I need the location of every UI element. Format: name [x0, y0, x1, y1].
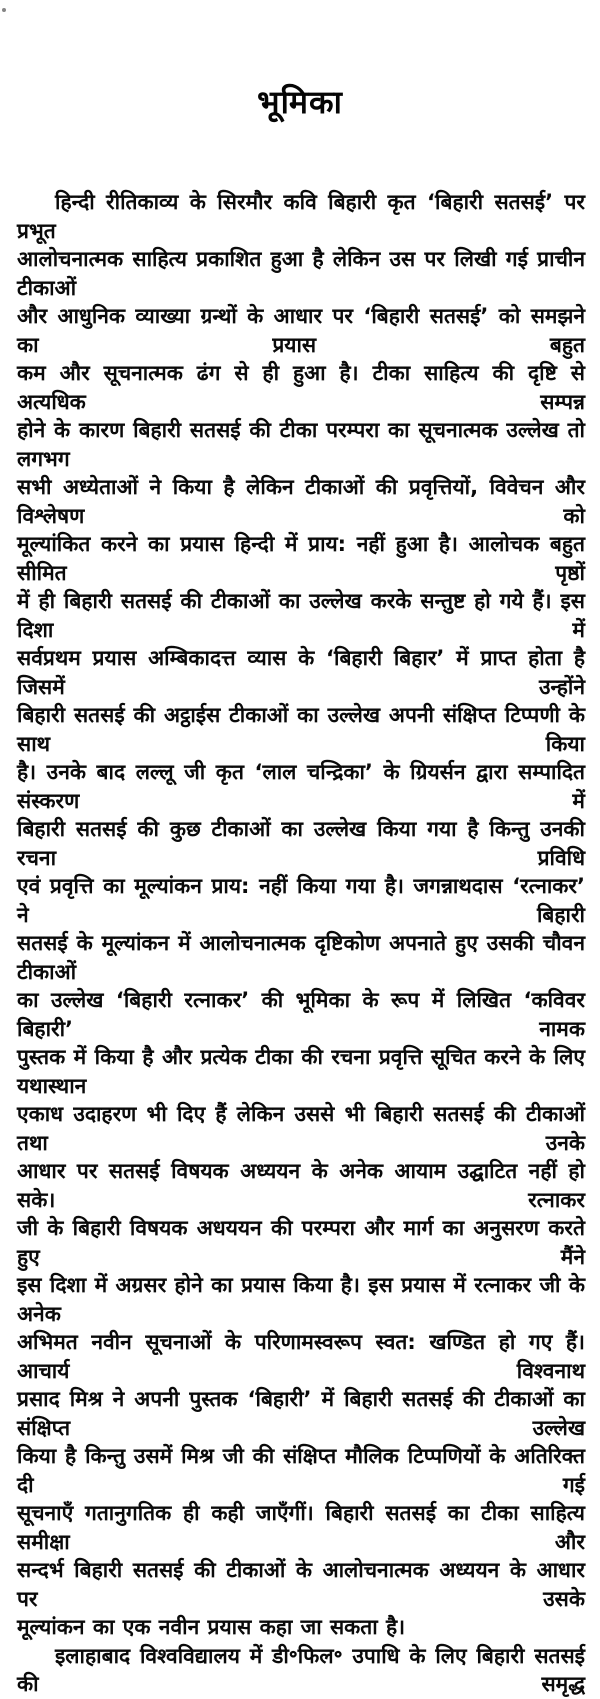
text-line: सन्दर्भ बिहारी सतसई की टीकाओं के आलोचनात्मक अध्ययन के आधार पर उसके — [17, 1558, 585, 1611]
text-line: और आधुनिक व्याख्या ग्रन्थों के आधार पर ‘बिहारी सतसई’ को समझने का प्रयास बहुत — [17, 304, 585, 357]
text-line: होने के कारण बिहारी सतसई की टीका परम्परा का सूचनात्मक उल्लेख तो लगभग — [17, 418, 585, 471]
text-line: एकाध उदाहरण भी दिए हैं लेकिन उससे भी बिहारी सतसई की टीकाओं तथा उनके — [17, 1102, 585, 1155]
text-line: प्रसाद मिश्र ने अपनी पुस्तक ‘बिहारी’ में बिहारी सतसई की टीकाओं का संक्षिप्त उल्लेख — [17, 1387, 585, 1440]
text-line: एवं प्रवृत्ति का मूल्यांकन प्राय: नहीं किया गया है। जगन्नाथदास ‘रत्नाकर’ ने बिहारी — [17, 874, 585, 927]
text-line: हिन्दी रीतिकाव्य के सिरमौर कवि बिहारी कृत ‘बिहारी सतसई’ पर प्रभूत — [17, 190, 585, 243]
text-block — [17, 188, 585, 1699]
scan-artifact — [2, 8, 6, 12]
text-line: इस दिशा में अग्रसर होने का प्रयास किया है। इस प्रयास में रत्नाकर जी के अनेक — [17, 1273, 585, 1326]
text-line: बिहारी सतसई की कुछ टीकाओं का उल्लेख किया गया है किन्तु उनकी रचना प्रविधि — [17, 817, 585, 870]
text-line: है। उनके बाद लल्लू जी कृत ‘लाल चन्द्रिका’ के ग्रियर्सन द्वारा सम्पादित संस्करण में — [17, 760, 585, 813]
text-line: जी के बिहारी विषयक अधययन की परम्परा और मार्ग का अनुसरण करते हुए मैंने — [17, 1216, 585, 1269]
text-line: सूचनाएँ गतानुगतिक ही कही जाएँगीं। बिहारी सतसई का टीका साहित्य समीक्षा और — [17, 1501, 585, 1554]
text-line: किया है किन्तु उसमें मिश्र जी की संक्षिप्त मौलिक टिप्पणियों के अतिरिक्त दी गई — [17, 1444, 585, 1497]
text-line: आलोचनात्मक साहित्य प्रकाशित हुआ है लेकिन उस पर लिखी गई प्राचीन टीकाओं — [17, 247, 585, 300]
text-line: मूल्यांकन का एक नवीन प्रयास कहा जा सकता है। — [17, 1615, 406, 1639]
text-line: सतसई के मूल्यांकन में आलोचनात्मक दृष्टिकोण अपनाते हुए उसकी चौवन टीकाओं — [17, 931, 585, 984]
text-line: अभिमत नवीन सूचनाओं के परिणामस्वरूप स्वत: खण्डित हो गए हैं। आचार्य विश्वनाथ — [17, 1330, 585, 1383]
text-line: कम और सूचनात्मक ढंग से ही हुआ है। टीका साहित्य की दृष्टि से अत्यधिक सम्पन्न — [17, 361, 585, 414]
text-line: इलाहाबाद विश्वविद्यालय में डी॰फिल॰ उपाधि के लिए बिहारी सतसई की समृद्ध — [17, 1643, 585, 1696]
text-line: का उल्लेख ‘बिहारी रत्नाकर’ की भूमिका के रूप में लिखित ‘कविवर बिहारी’ नामक — [17, 988, 585, 1041]
text-line: में ही बिहारी सतसई की टीकाओं का उल्लेख करके सन्तुष्ट हो गये हैं। इस दिशा में — [17, 589, 585, 642]
text-line: आधार पर सतसई विषयक अध्ययन के अनेक आयाम उद्घाटित नहीं हो सके। रत्नाकर — [17, 1159, 585, 1212]
text-line: मूल्यांकित करने का प्रयास हिन्दी में प्राय: नहीं हुआ है। आलोचक बहुत सीमित पृष्ठों — [17, 532, 585, 585]
paragraph — [17, 1642, 585, 1699]
paragraph — [17, 188, 585, 1642]
text-line: पुस्तक में किया है और प्रत्येक टीका की रचना प्रवृत्ति सूचित करने के लिए यथास्थान — [17, 1045, 585, 1098]
text-line: बिहारी सतसई की अट्ठाईस टीकाओं का उल्लेख अपनी संक्षिप्त टिप्पणी के साथ किया — [17, 703, 585, 756]
text-line: सभी अध्येताओं ने किया है लेकिन टीकाओं की प्रवृत्तियों, विवेचन और विश्लेषण को — [17, 475, 585, 528]
page-title: भूमिका — [257, 83, 343, 121]
text-line: सर्वप्रथम प्रयास अम्बिकादत्त व्यास के ‘बिहारी बिहार’ में प्राप्त होता है जिसमें उन्होंने — [17, 646, 585, 699]
